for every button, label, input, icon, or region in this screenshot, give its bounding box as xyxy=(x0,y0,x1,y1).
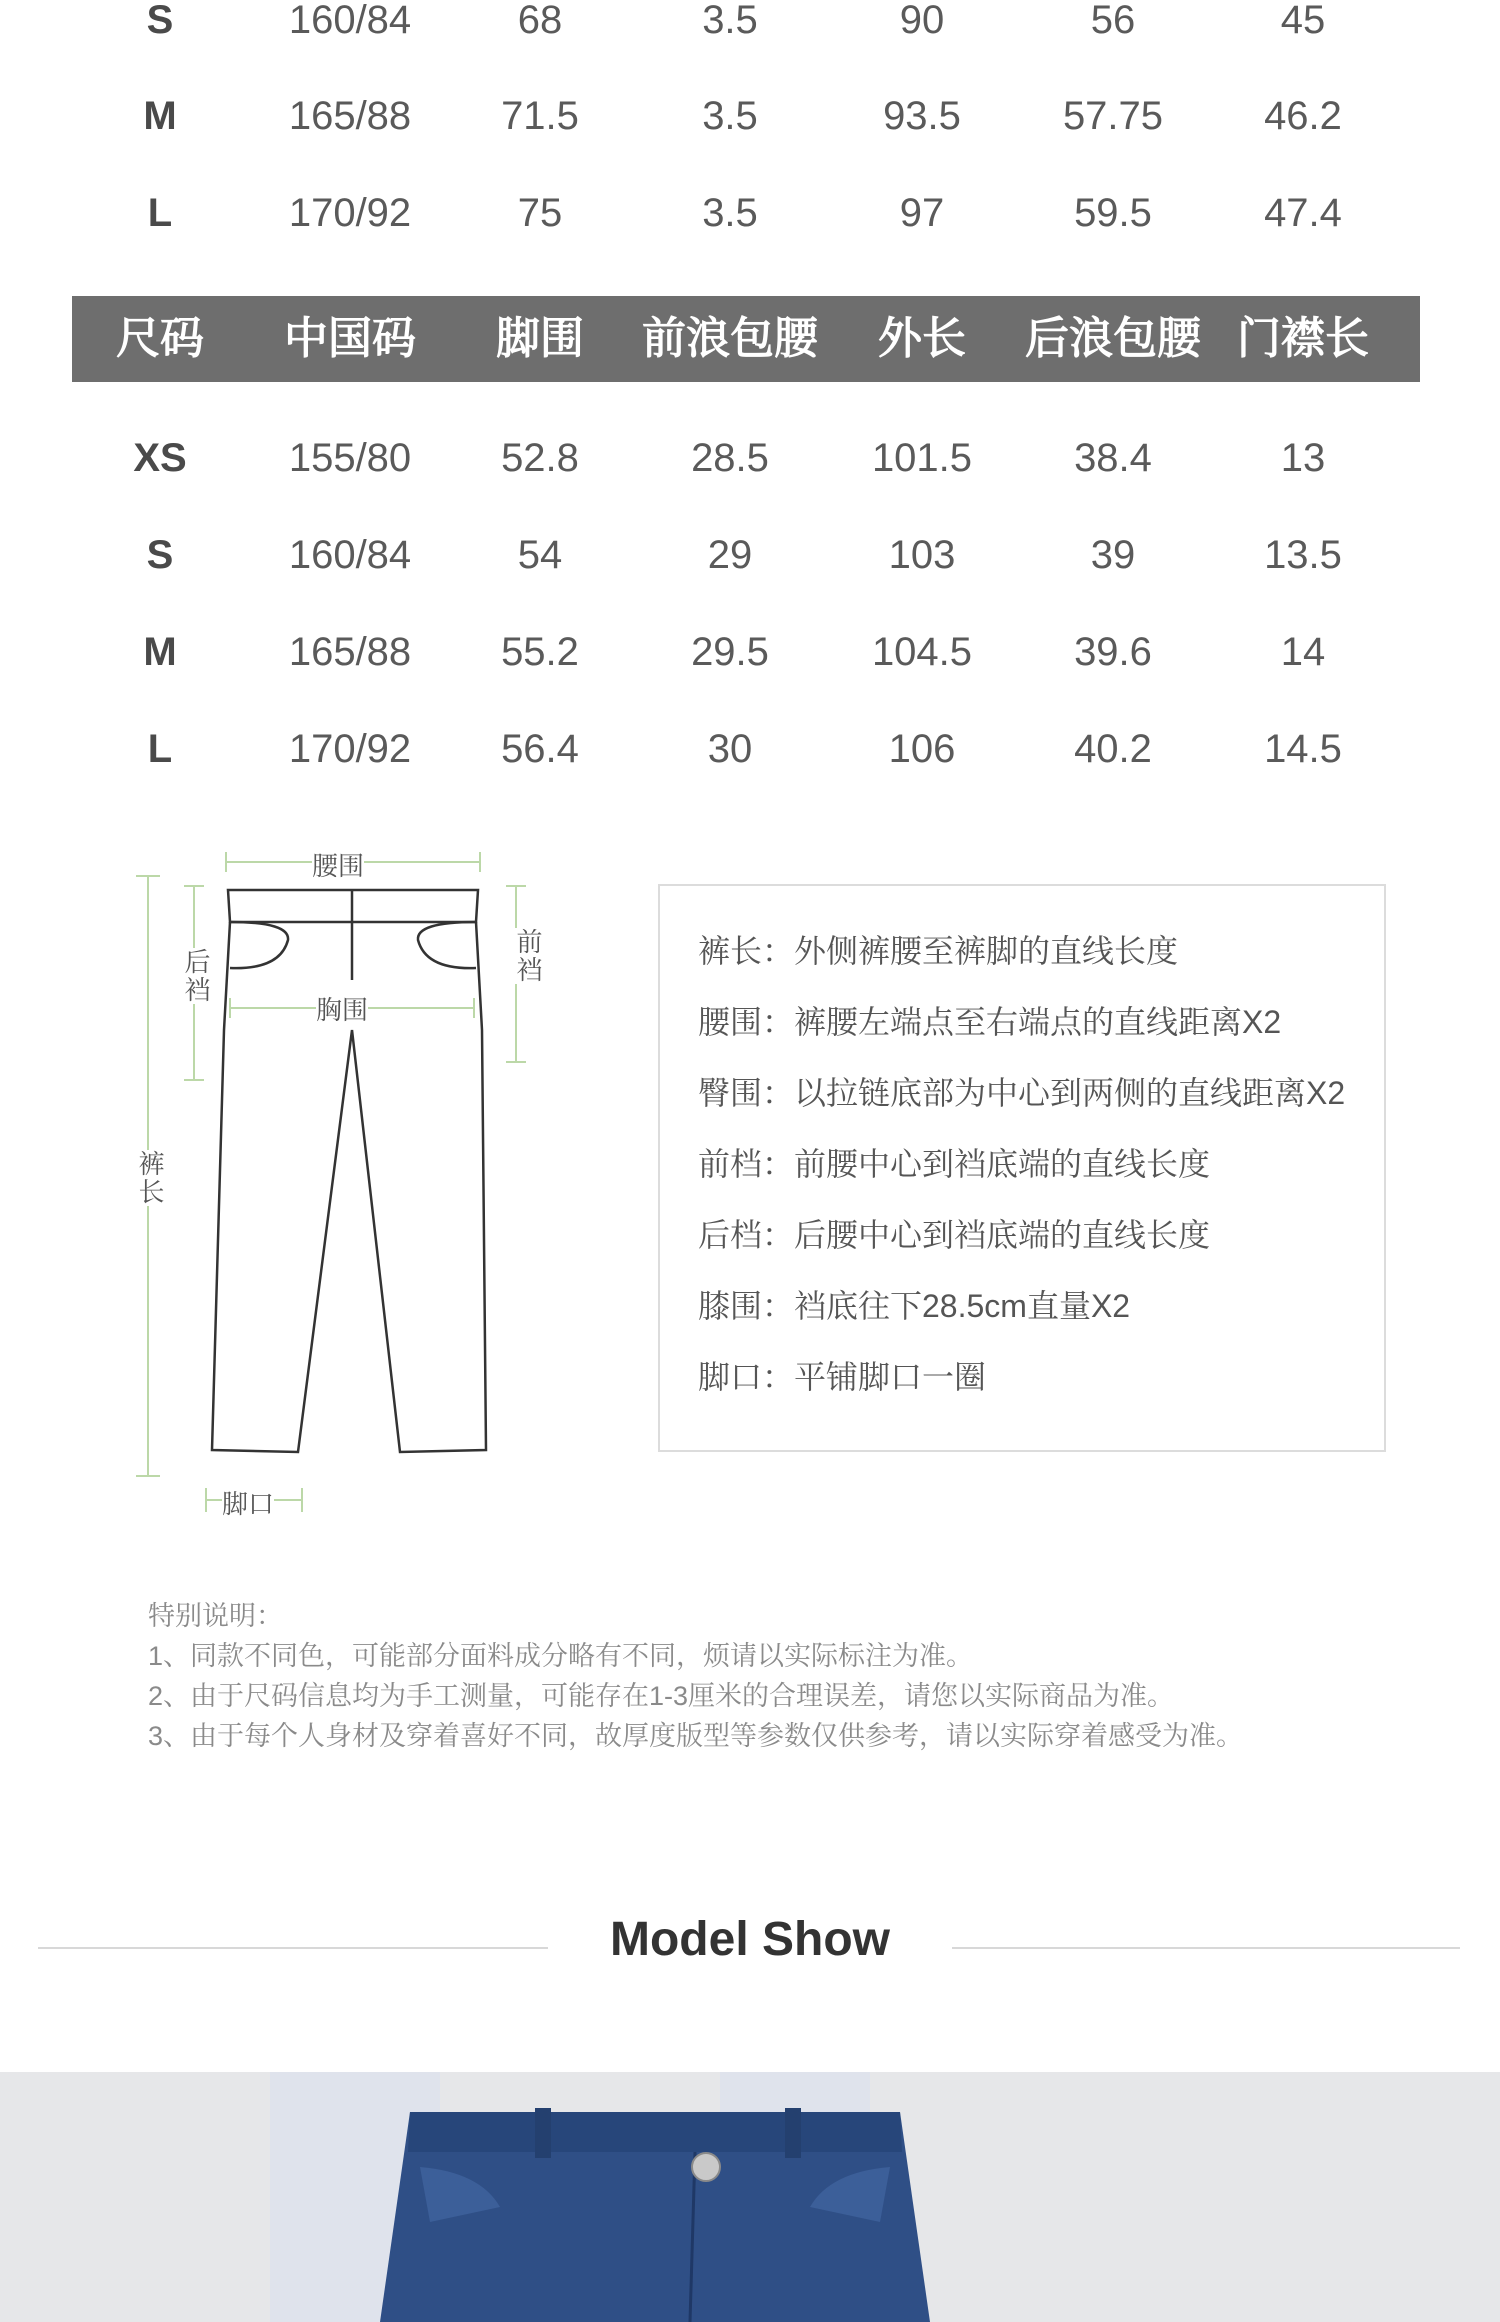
table-cell: 90 xyxy=(899,0,945,42)
definition-item: 裤长：外侧裤腰至裤脚的直线长度 xyxy=(698,933,1179,969)
table-cell: 165/88 xyxy=(288,630,412,674)
size-cell: S xyxy=(146,0,174,42)
size-cell: M xyxy=(143,630,177,674)
notes-title: 特别说明： xyxy=(148,1601,283,1631)
table-cell: 170/92 xyxy=(288,191,412,235)
table-cell: 57.75 xyxy=(1062,94,1164,138)
table-cell: 39.6 xyxy=(1074,630,1152,674)
table-cell: 75 xyxy=(517,191,563,235)
header-cell: 外长 xyxy=(878,314,966,363)
table-cell: 52.8 xyxy=(501,436,579,480)
table-cell: 29.5 xyxy=(691,630,769,674)
definition-item: 膝围：裆底往下28.5cm直量X2 xyxy=(698,1288,1131,1324)
size-table-header xyxy=(72,296,1420,382)
table-row xyxy=(0,622,1500,682)
table-cell: 14.5 xyxy=(1264,727,1342,771)
section-title: Model Show xyxy=(610,1913,890,1966)
table-cell: 103 xyxy=(888,533,956,577)
table-cell: 165/88 xyxy=(288,94,412,138)
back-rise-label: 后裆 xyxy=(178,948,215,1004)
table-cell: 54 xyxy=(517,533,563,577)
table-cell: 104.5 xyxy=(871,630,973,674)
hem-label: 脚口 xyxy=(222,1484,274,1521)
table-cell: 14 xyxy=(1280,630,1326,674)
definition-item: 臀围：以拉链底部为中心到两侧的直线距离X2 xyxy=(698,1075,1346,1111)
note-item: 3、由于每个人身材及穿着喜好不同，故厚度版型等参数仅供参考，请以实际穿着感受为准。 xyxy=(148,1721,1244,1751)
table-cell: 101.5 xyxy=(871,436,973,480)
header-cell: 前浪包腰 xyxy=(642,314,818,363)
definition-item: 脚口：平铺脚口一圈 xyxy=(698,1359,987,1395)
table-cell: 68 xyxy=(517,0,563,42)
table-cell: 106 xyxy=(888,727,956,771)
note-item: 1、同款不同色，可能部分面料成分略有不同，烦请以实际标注为准。 xyxy=(148,1641,974,1671)
table-cell: 38.4 xyxy=(1074,436,1152,480)
measurement-definitions xyxy=(658,884,1386,1452)
size-cell: S xyxy=(146,533,174,577)
table-row xyxy=(0,86,1500,146)
table-row xyxy=(0,719,1500,779)
definition-item: 后档：后腰中心到裆底端的直线长度 xyxy=(698,1217,1211,1253)
header-cell: 脚围 xyxy=(496,314,584,363)
header-cell: 尺码 xyxy=(116,314,204,363)
table-row xyxy=(0,0,1500,50)
waist-label: 腰围 xyxy=(312,846,364,883)
table-cell: 56 xyxy=(1090,0,1136,42)
table-cell: 47.4 xyxy=(1264,191,1342,235)
table-cell: 3.5 xyxy=(702,94,758,138)
chest-label: 胸围 xyxy=(316,990,368,1027)
table-row xyxy=(0,428,1500,488)
table-cell: 29 xyxy=(707,533,753,577)
table-cell: 40.2 xyxy=(1074,727,1152,771)
size-cell: L xyxy=(147,191,173,235)
table-cell: 97 xyxy=(899,191,945,235)
definition-item: 腰围：裤腰左端点至右端点的直线距离X2 xyxy=(698,1004,1282,1040)
pants-measurement-diagram xyxy=(90,840,543,1520)
table-cell: 3.5 xyxy=(702,191,758,235)
jeans-photo-icon xyxy=(0,2072,1500,2322)
table-cell: 3.5 xyxy=(702,0,758,42)
front-rise-label: 前裆 xyxy=(510,928,547,984)
table-row xyxy=(0,183,1500,243)
table-cell: 13 xyxy=(1280,436,1326,480)
table-cell: 55.2 xyxy=(501,630,579,674)
table-cell: 30 xyxy=(707,727,753,771)
table-cell: 13.5 xyxy=(1264,533,1342,577)
size-cell: L xyxy=(147,727,173,771)
table-cell: 46.2 xyxy=(1264,94,1342,138)
header-cell: 门襟长 xyxy=(1237,314,1369,363)
size-cell: XS xyxy=(133,436,187,480)
table-cell: 39 xyxy=(1090,533,1136,577)
table-cell: 59.5 xyxy=(1074,191,1152,235)
size-cell: M xyxy=(143,94,177,138)
table-cell: 56.4 xyxy=(501,727,579,771)
header-cell: 中国码 xyxy=(284,314,416,363)
table-row xyxy=(0,525,1500,585)
definition-item: 前档：前腰中心到裆底端的直线长度 xyxy=(698,1146,1211,1182)
table-cell: 45 xyxy=(1280,0,1326,42)
table-cell: 93.5 xyxy=(883,94,961,138)
table-cell: 155/80 xyxy=(288,436,412,480)
table-cell: 170/92 xyxy=(288,727,412,771)
special-notes xyxy=(148,1596,1243,1756)
note-item: 2、由于尺码信息均为手工测量，可能存在1-3厘米的合理误差，请您以实际商品为准。 xyxy=(148,1681,1175,1711)
length-label: 裤长 xyxy=(132,1150,169,1206)
table-cell: 71.5 xyxy=(501,94,579,138)
table-cell: 160/84 xyxy=(288,533,412,577)
table-cell: 28.5 xyxy=(691,436,769,480)
model-photo xyxy=(0,2072,1500,2322)
table-cell: 160/84 xyxy=(288,0,412,42)
header-cell: 后浪包腰 xyxy=(1025,314,1201,363)
